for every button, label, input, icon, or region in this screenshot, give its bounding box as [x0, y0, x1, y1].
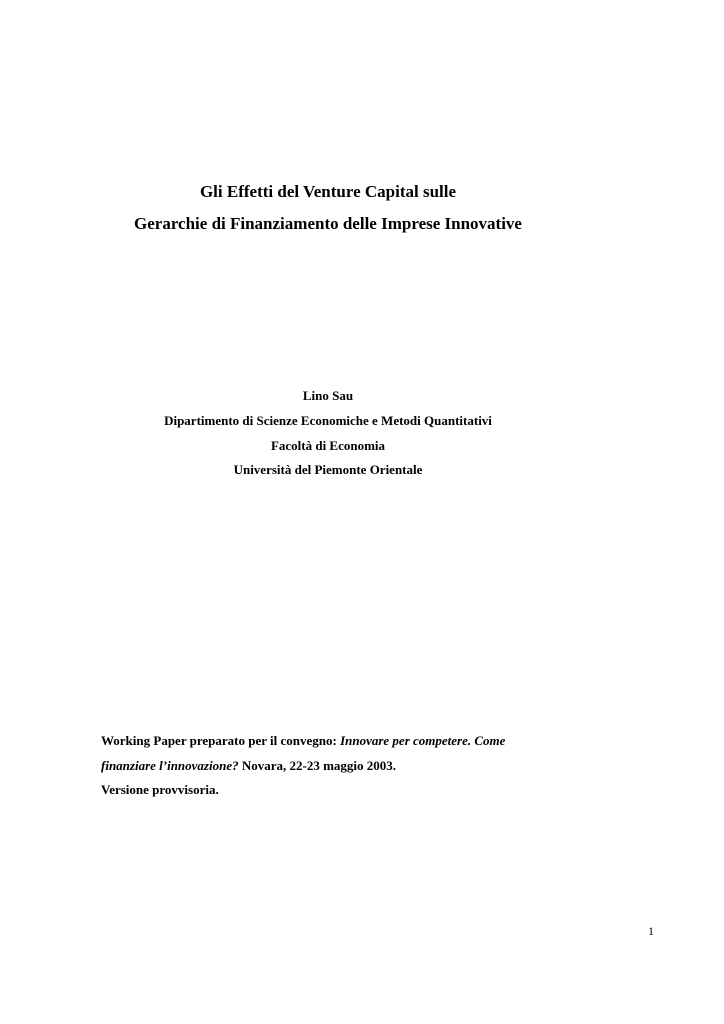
- working-paper-note-line-1: [101, 733, 505, 749]
- title-line-1: Gli Effetti del Venture Capital sulle: [199, 182, 457, 201]
- conference-intro: Working Paper preparato per il convegno:: [101, 733, 341, 748]
- author-name: Lino Sau: [302, 388, 354, 403]
- conference-title-part-2: finanziare l’innovazione?: [101, 758, 239, 773]
- title-line-2: Gerarchie di Finanziamento delle Imprese Innovative: [134, 214, 522, 233]
- page-number: 1: [648, 924, 654, 938]
- department: Dipartimento di Scienze Economiche e Metodi Quantitativi: [164, 413, 492, 428]
- working-paper-note-line-2: [101, 758, 396, 774]
- university: Università del Piemonte Orientale: [233, 462, 423, 477]
- draft-version-note: Versione provvisoria.: [101, 782, 219, 797]
- conference-title-part-1: Innovare per competere. Come: [340, 733, 506, 748]
- conference-place-date: Novara, 22-23 maggio 2003.: [238, 758, 397, 773]
- faculty: Facoltà di Economia: [270, 438, 386, 453]
